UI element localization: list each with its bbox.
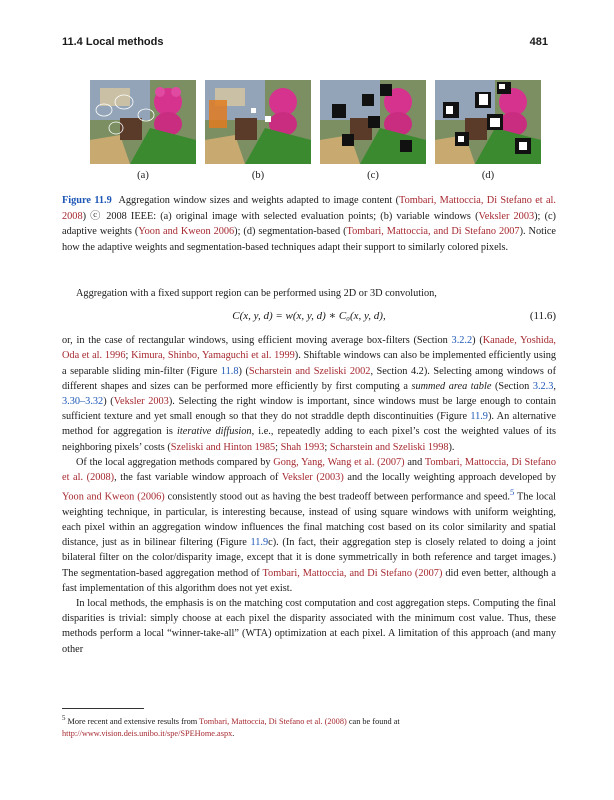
citation-link[interactable]: Yoon and Kweon 2006 bbox=[138, 226, 235, 237]
label-c: (c) bbox=[367, 170, 379, 181]
footnote-divider bbox=[62, 708, 144, 709]
paragraph: Of the local aggregation methods compared by Gong, Yang, Wang et al. (2007) and Tombari, Mattoccia, Di Stefano et al. (2008), the fast variable window approach of Veksler (2003) and the locally weighting approach developed by Yoon and Kweon (2006) consistently stood out as having the best tradeoff between performance and speed.$^5$ The local weighting technique, in particular, is interesting because, instead of using square windows with uniform weighting, each pixel within an aggregation window influences the final matching cost based on its color similarity and spatial distance, just as in bilinear filtering (Figure 11.9c). (In fact, their aggregation step is closely related to doing a joint bilateral filter on the color/disparity image, except that it is done symmetrically in both reference and target images.) The segmentation-based aggregation method of Tombari, Mattoccia, and Di Stefano (2007) did even better, although a fast implementation of this algorithm does not yet exist. bbox=[62, 456, 557, 594]
citation-link[interactable]: Kimura, Shinbo, Yamaguchi et al. 1999 bbox=[131, 350, 295, 362]
citation-link[interactable]: Yoon and Kweon (2006) bbox=[62, 491, 165, 503]
citation-link[interactable]: Kanade, Yoshida, Oda et al. 1996 bbox=[62, 335, 556, 362]
label-b: (b) bbox=[251, 170, 265, 181]
body-text bbox=[62, 286, 556, 657]
footnote: $^5$ More recent and extensive results from Tombari, Mattoccia, Di Stefano et al. (2008) can be found at http://www.vision.deis.unibo.it/spe/SPEHome.aspx. bbox=[62, 715, 400, 738]
figure-subcaptions bbox=[90, 170, 542, 184]
figure-caption: Figure 11.9 Aggregation window sizes and weights adapted to image content (Tombari, Mattoccia, Di Stefano et al. 2008) ⓒ 2008 IEEE: (a) original image with selected evaluation points; (b) variable windows (Veksler 2003); (c) adaptive weights (Yoon and Kweon 2006); (d) segmentation-based (Tombari, Mattoccia, and Di Stefano 2007). Notice how the adaptive weights and segmentation-based techniques adapt their support to similarly colored pixels. bbox=[62, 195, 556, 253]
citation-link[interactable]: Gong, Yang, Wang et al. (2007) bbox=[273, 456, 405, 468]
citation-link[interactable]: Scharstein and Szeliski 2002 bbox=[248, 365, 371, 377]
label-d: (d) bbox=[481, 170, 495, 181]
citation-link[interactable]: Veksler 2003 bbox=[113, 396, 169, 408]
equation-11-6 bbox=[62, 305, 556, 331]
citation-link[interactable]: Tombari, Mattoccia, and Di Stefano (2007) bbox=[262, 567, 443, 579]
figure-link[interactable]: 11.9 bbox=[470, 411, 488, 423]
section-link[interactable]: 3.2.3 bbox=[532, 380, 554, 392]
figure-11-9-images bbox=[90, 80, 542, 164]
section-link[interactable]: 3.2.2 bbox=[451, 335, 473, 347]
section-title: 11.4 Local methods bbox=[62, 36, 164, 48]
image-original bbox=[90, 80, 196, 164]
citation-link[interactable]: Tombari, Mattoccia, Di Stefano et al. 2008 bbox=[62, 195, 556, 222]
paragraph: Aggregation with a fixed support region can be performed using 2D or 3D convolution, bbox=[76, 288, 437, 299]
equation-formula: C(x, y, d) = w(x, y, d) ∗ C₀(x, y, d), bbox=[232, 310, 386, 323]
paragraph: or, in the case of rectangular windows, using efficient moving average box-filters (Section 3.2.2) (Kanade, Yoshida, Oda et al. 1996; Kimura, Shinbo, Yamaguchi et al. 1999). Shiftable windows can also be implemented efficiently using a separable sliding min-filter (Figure 11.8) (Scharstein and Szeliski 2002, Section 4.2). Selecting among windows of different shapes and sizes can be performed more efficiently by first computing a summed area table (Section 3.2.3, 3.30–3.32) (Veksler 2003). Selecting the right window is important, since windows must be large enough to contain sufficient texture and yet small enough so that they do not straddle depth discontinuities (Figure 11.9). An alternative method for aggregation is iterative diffusion, i.e., repeatedly adding to each pixel’s cost the weighted values of its neighboring pixels’ costs (Szeliski and Hinton 1985; Shah 1993; Scharstein and Szeliski 1998). bbox=[62, 335, 557, 453]
citation-link[interactable]: Veksler 2003 bbox=[478, 210, 535, 222]
citation-link[interactable]: Shah 1993 bbox=[280, 441, 325, 453]
footnote-number: 5 bbox=[62, 715, 66, 722]
citation-link[interactable]: Veksler (2003) bbox=[281, 472, 344, 484]
url-link[interactable]: http://www.vision.deis.unibo.it/spe/SPEHome.aspx bbox=[62, 728, 233, 738]
citation-link[interactable]: Scharstein and Szeliski 1998 bbox=[329, 441, 449, 453]
paragraph: In local methods, the emphasis is on the matching cost computation and cost aggregation steps. Computing the final disparities is trivial: simply choose at each pixel the disparity associated with the minimum cost value. Thus, these methods perform a local “winner-take-all” (WTA) optimization at each pixel. A limitation of this approach (and many other bbox=[62, 598, 556, 655]
image-segmentation-based bbox=[435, 80, 541, 164]
figure-link[interactable]: 11.9 bbox=[250, 537, 269, 549]
citation-link[interactable]: Tombari, Mattoccia, Di Stefano et al. (2008) bbox=[62, 456, 556, 484]
label-a: (a) bbox=[137, 170, 149, 181]
image-adaptive-weights bbox=[320, 80, 426, 164]
equation-number: (11.6) bbox=[529, 310, 556, 323]
running-header bbox=[62, 36, 548, 52]
figure-link[interactable]: 11.8 bbox=[220, 365, 239, 377]
figure-label: Figure 11.9 bbox=[62, 195, 112, 206]
citation-link[interactable]: Tombari, Mattoccia, and Di Stefano 2007 bbox=[346, 226, 520, 237]
citation-link[interactable]: Szeliski and Hinton 1985 bbox=[170, 441, 276, 453]
footnote-mark[interactable]: 5 bbox=[510, 487, 515, 498]
page-number: 481 bbox=[529, 36, 548, 48]
image-variable-windows bbox=[205, 80, 311, 164]
equation-link[interactable]: 3.30–3.32 bbox=[62, 396, 104, 408]
citation-link[interactable]: Tombari, Mattoccia, Di Stefano et al. (2008) bbox=[199, 716, 347, 726]
